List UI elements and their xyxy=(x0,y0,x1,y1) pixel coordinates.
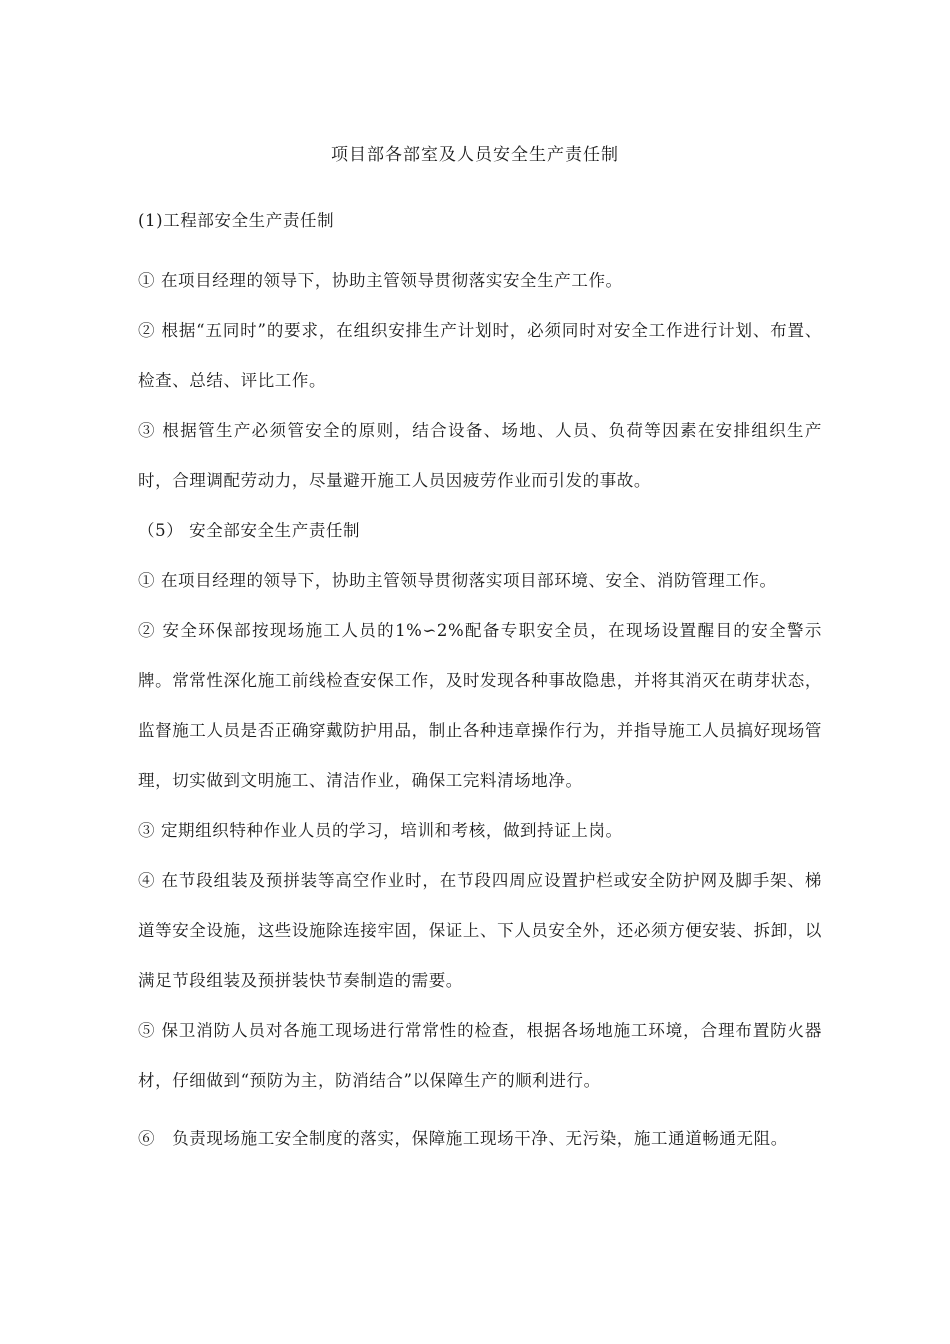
engineering-item-2: ② 根据“五同时”的要求，在组织安排生产计划时，必须同时对安全工作进行计划、布置、检查、总结、评比工作。 xyxy=(138,321,822,390)
safety-item-3: ③ 定期组织特种作业人员的学习，培训和考核，做到持证上岗。 xyxy=(138,821,623,840)
safety-item-2: ② 安全环保部按现场施工人员的1%∽2%配备专职安全员，在现场设置醒目的安全警示牌。常常性深化施工前线检查安保工作，及时发现各种事故隐患，并将其消灭在萌芽状态，监督施工人员是否正确穿戴防护用品，制止各种违章操作行为，并指导施工人员搞好现场管理，切实做到文明施工、清洁作业，确保工完料清场地净。 xyxy=(138,621,822,790)
section-heading-engineering: (1)工程部安全生产责任制 xyxy=(138,211,335,230)
engineering-item-3: ③ 根据管生产必须管安全的原则，结合设备、场地、人员、负荷等因素在安排组织生产时，合理调配劳动力，尽量避开施工人员因疲劳作业而引发的事故。 xyxy=(138,421,822,490)
safety-item-6: ⑥ 负责现场施工安全制度的落实，保障施工现场干净、无污染，施工通道畅通无阻。 xyxy=(138,1129,788,1148)
section-heading-safety: （5） 安全部安全生产责任制 xyxy=(138,521,361,540)
engineering-item-1: ① 在项目经理的领导下，协助主管领导贯彻落实安全生产工作。 xyxy=(138,271,623,290)
safety-item-1: ① 在项目经理的领导下，协助主管领导贯彻落实项目部环境、安全、消防管理工作。 xyxy=(138,571,777,590)
safety-item-4: ④ 在节段组装及预拼装等高空作业时，在节段四周应设置护栏或安全防护网及脚手架、梯道等安全设施，这些设施除连接牢固，保证上、下人员安全外，还必须方便安装、拆卸，以满足节段组装及预拼装快节奏制造的需要。 xyxy=(138,871,822,990)
document-title: 项目部各部室及人员安全生产责任制 xyxy=(331,145,619,165)
safety-item-5: ⑤ 保卫消防人员对各施工现场进行常常性的检查，根据各场地施工环境，合理布置防火器材，仔细做到“预防为主，防消结合”以保障生产的顺利进行。 xyxy=(138,1021,822,1090)
